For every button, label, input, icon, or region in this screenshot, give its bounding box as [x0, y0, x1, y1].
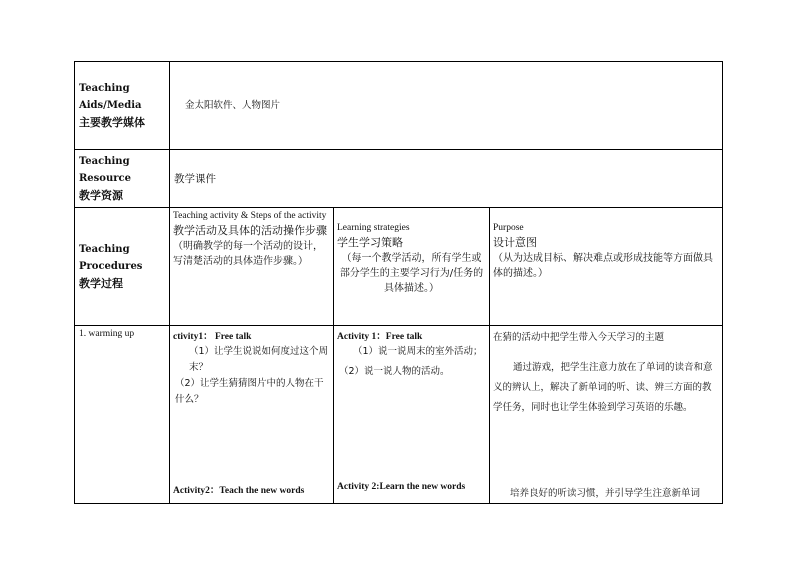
activity-cell — [170, 326, 334, 504]
label-zh: 主要教学媒体 — [79, 116, 145, 129]
row-warming-up — [75, 326, 723, 504]
activity-title: Activity2：Teach the new words — [173, 486, 305, 496]
header-teaching-activity — [170, 208, 334, 326]
label-teaching-aids — [75, 62, 170, 150]
label-en: Teaching — [79, 156, 130, 167]
header-en: Purpose — [493, 223, 524, 233]
header-en: Teaching activity & Steps of the activity — [173, 211, 327, 221]
strategy-step: （2）说一说人物的活动。 — [339, 366, 450, 377]
header-note: （从为达成目标、解决难点或形成技能等方面做具体的描述。） — [493, 253, 713, 279]
header-note: （每一个教学活动，所有学生或部分学生的主要学习行为/任务的具体描述。） — [339, 253, 484, 294]
header-en: Learning strategies — [337, 223, 410, 233]
row-teaching-aids — [75, 62, 723, 150]
resource-content: 教学课件 — [170, 150, 723, 208]
row-teaching-resource — [75, 150, 723, 208]
label-en: Teaching — [79, 83, 130, 94]
lesson-plan-table — [74, 61, 723, 504]
purpose-text: 在猜的活动中把学生带入今天学习的主题 — [493, 332, 665, 343]
header-learning-strategies — [334, 208, 490, 326]
purpose-cell — [490, 326, 723, 504]
strategy-title: Activity 1：Free talk — [337, 332, 423, 342]
header-zh: 学生学习策略 — [337, 236, 403, 249]
label-teaching-procedures — [75, 208, 170, 326]
header-zh: 教学活动及具体的活动操作步骤 — [173, 224, 327, 237]
header-note: （明确教学的每一个活动的设计，写清楚活动的具体造作步骤。） — [173, 241, 323, 267]
purpose-text: 培养良好的听读习惯，并引导学生注意新单词 — [510, 488, 701, 499]
strategy-title: Activity 2:Learn the new words — [337, 482, 466, 492]
label-en: Procedures — [79, 261, 143, 272]
label-en: Teaching — [79, 244, 130, 255]
label-teaching-resource — [75, 150, 170, 208]
purpose-text: 通过游戏，把学生注意力放在了单词的读音和意义的辨认上，解决了新单词的听、读、辨三方面的教学任务，同时也让学生体验到学习英语的乐趣。 — [493, 362, 713, 413]
label-en: Aids/Media — [79, 100, 142, 111]
header-zh: 设计意图 — [493, 236, 537, 249]
step-cell — [75, 326, 170, 504]
label-zh: 教学资源 — [79, 189, 123, 202]
strategy-cell — [334, 326, 490, 504]
step-label: 1. warming up — [79, 329, 135, 339]
header-purpose — [490, 208, 723, 326]
label-zh: 教学过程 — [79, 277, 123, 290]
row-teaching-procedures — [75, 208, 723, 326]
activity-step: （2）让学生猜猜图片中的人物在干什么？ — [175, 378, 324, 405]
aids-content: 金太阳软件、人物图片 — [170, 62, 723, 150]
strategy-step: （1）说一说周末的室外活动； — [353, 346, 483, 357]
activity-title: ctivity1： Free talk — [173, 332, 252, 342]
activity-step: （1）让学生说说如何度过这个周末？ — [189, 346, 329, 373]
label-en: Resource — [79, 173, 131, 184]
